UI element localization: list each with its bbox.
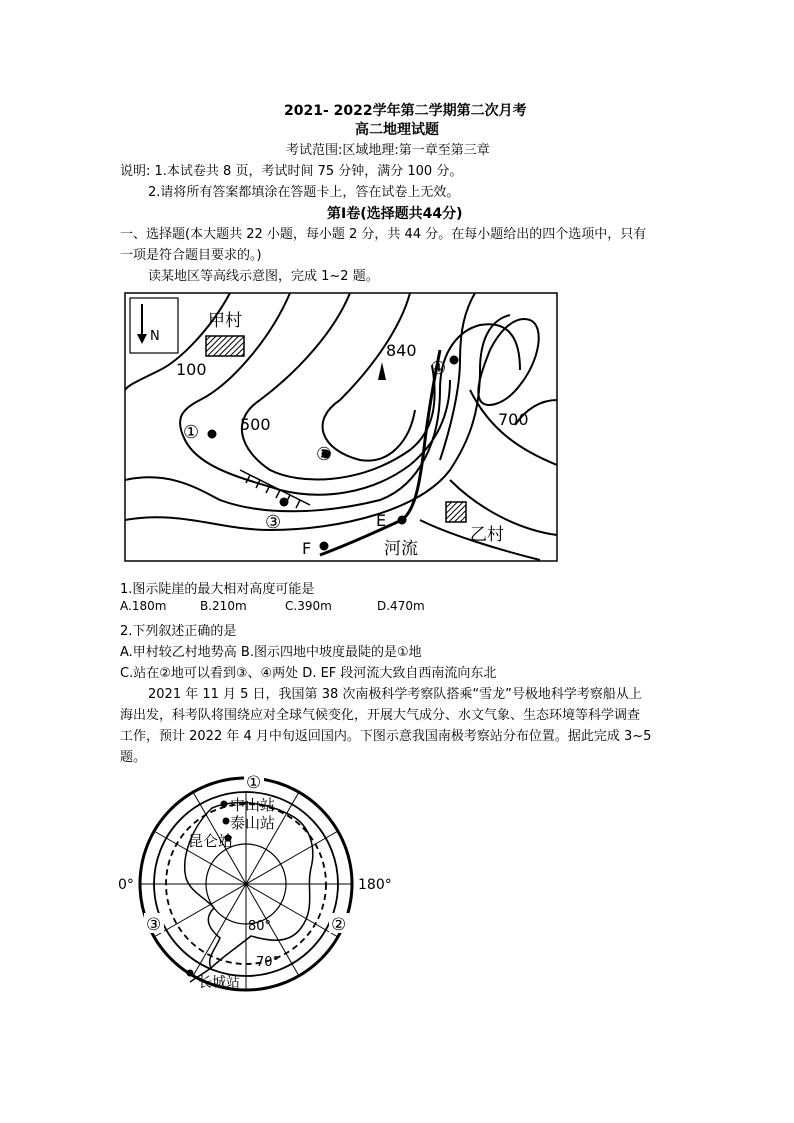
volume-title: 第Ⅰ卷(选择题共44分) (327, 206, 463, 222)
question-1-option-c: C.390m (285, 599, 332, 613)
point-3-label: ③ (265, 512, 282, 533)
marker-1-label: ① (246, 773, 262, 793)
contour-label-500: 500 (240, 415, 271, 434)
village-b-marker (446, 502, 466, 522)
question-2: 2.下列叙述正确的是 (120, 624, 237, 639)
instruction-note-1: 说明: 1.本试卷共 8 页，考试时间 75 分钟，满分 100 分。 (120, 164, 463, 179)
latitude-70-label: 70° (256, 955, 280, 970)
passage-line-1: 2021 年 11 月 5 日，我国第 38 次南极科学考察队搭乘“雪龙”号极地科学考察船从上 (148, 687, 642, 702)
subject-title: 高二地理试题 (355, 122, 439, 138)
north-label: N (150, 329, 160, 344)
passage-line-2: 海出发，科考队将围绕应对全球气候变化，开展大气成分、水文气象、生态环境等科学调查 (120, 708, 641, 723)
village-b-label: 乙村 (470, 525, 504, 545)
river-label: 河流 (384, 539, 418, 559)
point-2-label: ② (316, 444, 333, 465)
exam-title: 2021- 2022学年第二学期第二次月考 (284, 103, 527, 119)
latitude-80-label: 80° (248, 919, 272, 934)
passage-line-4: 题。 (120, 750, 147, 765)
map1-lead-in: 读某地区等高线示意图，完成 1~2 题。 (148, 269, 379, 284)
longitude-180-label: 180° (358, 877, 392, 893)
point-f-label: F (302, 539, 312, 558)
station-taishan-label: 泰山站 (230, 814, 276, 832)
longitude-0-label: 0° (118, 877, 134, 893)
contour-label-700: 700 (498, 410, 529, 429)
instruction-note-2: 2.请将所有答案都填涂在答题卡上，答在试卷上无效。 (148, 185, 460, 200)
question-1-option-a: A.180m (120, 599, 167, 613)
village-a-label: 甲村 (208, 311, 242, 331)
station-changcheng-label: 长城站 (198, 975, 240, 991)
point-4-label: ④ (430, 358, 447, 379)
station-kunlun-label: 昆仑站 (188, 832, 234, 850)
antarctic-station-map (116, 768, 396, 994)
contour-label-100: 100 (176, 360, 207, 379)
marker-3-label: ③ (146, 915, 162, 935)
station-zhongshan-label: 中山站 (230, 796, 276, 814)
point-1-label: ① (183, 422, 200, 443)
question-2-options-cd: C.站在②地可以看到③、④两处 D. EF 段河流大致自西南流向东北 (120, 666, 497, 681)
exam-scope: 考试范围:区域地理:第一章至第三章 (286, 143, 490, 158)
point-e-label: E (376, 511, 387, 530)
question-1-option-d: D.470m (377, 599, 425, 613)
marker-2-label: ② (331, 915, 347, 935)
contour-map (120, 290, 562, 565)
question-1: 1.图示陡崖的最大相对高度可能是 (120, 582, 315, 597)
village-a-marker (206, 336, 244, 356)
section-intro-line-2: 一项是符合题目要求的。) (120, 248, 262, 263)
question-1-option-b: B.210m (200, 599, 247, 613)
passage-line-3: 工作，预计 2022 年 4 月中旬返回国内。下图示意我国南极考察站分布位置。据此完成 3~5 (120, 729, 652, 744)
section-intro-line-1: 一、选择题(本大题共 22 小题，每小题 2 分，共 44 分。在每小题给出的四个选项中，只有 (120, 227, 647, 242)
question-2-options-ab: A.甲村较乙村地势高 B.图示四地中坡度最陡的是①地 (120, 645, 422, 660)
peak-elevation-label: 840 (386, 341, 417, 360)
